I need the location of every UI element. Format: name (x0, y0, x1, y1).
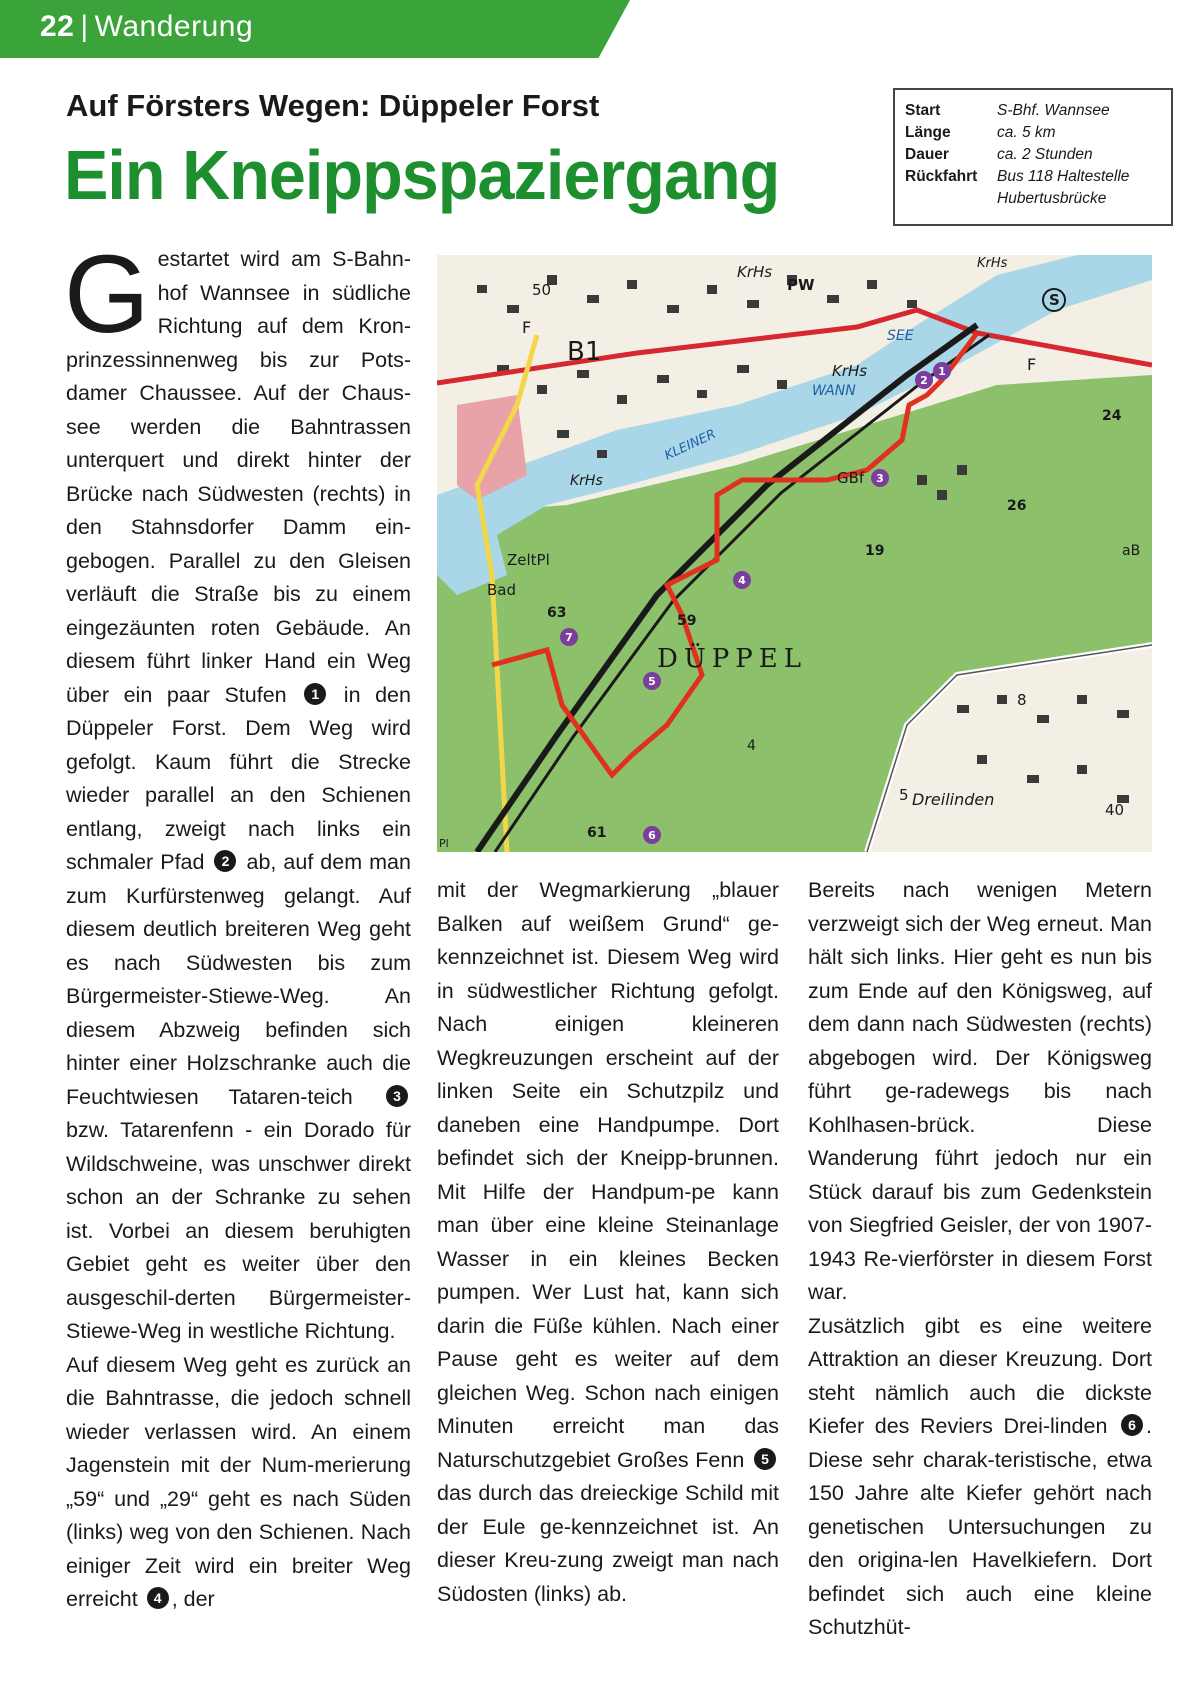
drop-cap: G (64, 233, 150, 356)
info-row-dauer (905, 144, 1161, 166)
text-column-1 (64, 233, 411, 1617)
marker-6-label: 6 (648, 829, 656, 842)
label-61: 61 (587, 825, 607, 841)
waypoint-marker-1: 1 (304, 683, 326, 705)
label-b1: B1 (567, 337, 602, 367)
body-text: mit der Wegmarkierung „blauer Balken auf weißem Grund“ ge-kennzeichnet ist. Diesem Weg wird in südwestlicher Richtung gefolgt. Nach einigen kleineren Wegkreuzungen erscheint auf der linken Seite ein Schutzpilz und daneben eine Handpumpe. Dort befindet sich der Kneipp-brunnen. Mit Hilfe der Handpum-pe kann man über eine kleine Steinanlage Wasser in ein kleines Becken pumpen. Wer Lust hat, kann sich darin die Füße kühlen. Nach einer Pause geht es weiter auf dem gleichen Weg. Schon nach einigen Minuten erreicht man das Naturschutzgebiet Großes Fenn (437, 878, 779, 1472)
body-text: ab, auf dem man zum Kurfürstenweg gelangt. Auf diesem deutlich breiteren Weg geht es nach Südwesten bis zum Bürgermeister-Stiewe-Weg. An diesem Abzweig befinden sich hinter einer Holzschranke auch die Feuchtwiesen Tataren-teich (66, 850, 411, 1109)
marker-4-label: 4 (738, 574, 746, 587)
label-krhs-1: KrHs (737, 263, 773, 281)
label-krhs-2: KrHs (977, 256, 1008, 271)
text-column-3 (808, 874, 1152, 1645)
info-value: ca. 5 km (997, 124, 1056, 141)
body-text: Bereits nach wenigen Metern verzweigt sich der Weg erneut. Man hält sich links. Hier geht es nun bis zum Ende auf den Königsweg, auf dem dann nach Südwesten (rechts) abgebogen wird. Der Königsweg führt ge-radewegs bis nach Kohlhasen-brück. Diese Wanderung führt jedoch nur ein Stück darauf bis zum Gedenkstein von Siegfried Geisler, der von 1907-1943 Re-vierförster in diesem Forst war. (808, 878, 1152, 1304)
label-gbf: GBf (837, 469, 865, 487)
body-text: Auf diesem Weg geht es zurück an die Bahntrasse, die jedoch schnell wieder verlassen wird. An einem Jagenstein mit der Num-merierung „59“ und „29“ geht es nach Süden (links) weg von den Schienen. Nach einiger Zeit wird ein breiter Weg erreicht (66, 1352, 411, 1611)
label-f1: F (522, 318, 532, 337)
label-see: SEE (887, 328, 914, 344)
body-text: bzw. Tatarenfenn - ein Dorado für Wildschweine, was unschwer direkt schon an der Schranke zu sehen ist. Vorbei an diesem beruhigten Gebiet geht es weiter über den ausgeschil-derten Bürgermeister-Stiewe-Weg in westliche Richtung. (66, 1118, 411, 1343)
info-row-rueckfahrt (905, 166, 1161, 210)
label-dreilinden: Dreilinden (912, 790, 995, 809)
header-separator: | (80, 10, 89, 43)
article-title: Ein Kneippspaziergang (64, 136, 780, 214)
info-value: S-Bhf. Wannsee (997, 102, 1110, 119)
info-box (893, 88, 1173, 226)
label-s: S (1049, 291, 1060, 309)
body-text: . Diese sehr charak-teristische, etwa 150 Jahre alte Kiefer gehört nach genetischen Untersuchungen zu den origina-len Havelkiefern. Dort befindet sich auch eine kleine Schutzhüt- (808, 1414, 1152, 1639)
waypoint-marker-2: 2 (214, 850, 236, 872)
waypoint-marker-4: 4 (147, 1587, 169, 1609)
label-5: 5 (899, 786, 909, 804)
section-name: Wanderung (94, 10, 254, 43)
page-header (40, 10, 253, 44)
label-63: 63 (547, 605, 567, 621)
label-pw: PW (787, 276, 815, 294)
body-text: estartet wird am S-Bahn-hof Wannsee in südliche Richtung auf dem Kron-prinzessinnenweg bis zur Pots-damer Chaussee. Auf der Chaus-see werden die Bahntrassen unterquert und direkt hinter der Brücke nach Südwesten (rechts) in den Stahnsdorfer Damm ein-gebogen. Parallel zu den Gleisen verläuft die Straße bis zu einem eingezäunten roten Gebäude. An diesem führt linker Hand ein Weg über ein paar Stufen (66, 247, 411, 707)
paragraph (64, 233, 411, 1349)
info-value: Bus 118 Haltestelle Hubertusbrücke (997, 168, 1130, 207)
label-wann: WANN (812, 383, 856, 399)
label-kleiner: KLEINER (662, 426, 719, 464)
info-value: ca. 2 Stunden (997, 146, 1093, 163)
body-text: in den Düppeler Forst. Dem Weg wird gefolgt. Kaum führt die Strecke wieder parallel an den Schienen entlang, zweigt nach links ein schmaler Pfad (66, 682, 411, 874)
marker-3-label: 3 (876, 472, 884, 485)
waypoint-marker-6: 6 (1121, 1414, 1143, 1436)
paragraph (66, 1349, 411, 1617)
route-map (437, 255, 1152, 852)
label-50: 50 (532, 281, 552, 299)
label-f2: F (1027, 355, 1037, 374)
label-krhs-4: KrHs (570, 473, 603, 489)
info-row-laenge (905, 122, 1161, 144)
label-24: 24 (1102, 408, 1122, 424)
label-59: 59 (677, 613, 697, 629)
label-19: 19 (865, 543, 885, 559)
paragraph (808, 1310, 1152, 1645)
body-text: das durch das dreieckige Schild mit der Eule ge-kennzeichnet ist. An dieser Kreu-zung zweigt man nach Südosten (links) ab. (437, 1481, 779, 1606)
marker-7-label: 7 (565, 631, 573, 644)
label-dueppel: DÜPPEL (657, 644, 807, 674)
label-ab: aB (1122, 543, 1141, 559)
waypoint-marker-5: 5 (754, 1448, 776, 1470)
page-number: 22 (40, 10, 75, 43)
marker-2-label: 2 (920, 374, 928, 387)
label-pl: Pl (439, 837, 449, 850)
info-key: Rückfahrt (905, 168, 978, 185)
label-zeltpl: ZeltPl (507, 551, 550, 569)
label-4: 4 (747, 738, 756, 754)
article-subtitle: Auf Försters Wegen: Düppeler Forst (66, 88, 600, 123)
text-column-2 (437, 874, 779, 1611)
label-bad: Bad (487, 581, 517, 599)
info-row-start (905, 100, 1161, 122)
marker-1-label: 1 (938, 365, 946, 378)
paragraph (437, 874, 779, 1611)
label-8: 8 (1017, 691, 1027, 709)
label-26: 26 (1007, 498, 1027, 514)
label-40: 40 (1105, 801, 1125, 819)
paragraph (808, 874, 1152, 1310)
body-text: , der (171, 1587, 215, 1611)
info-key: Start (905, 102, 941, 119)
marker-5-label: 5 (648, 675, 656, 688)
info-key: Länge (905, 124, 951, 141)
label-krhs-3: KrHs (832, 362, 868, 380)
waypoint-marker-3: 3 (386, 1085, 408, 1107)
info-key: Dauer (905, 146, 949, 163)
body-text: Zusätzlich gibt es eine weitere Attraktion an dieser Kreuzung. Dort steht nämlich auch die dickste Kiefer des Reviers Drei-linden (808, 1313, 1152, 1438)
